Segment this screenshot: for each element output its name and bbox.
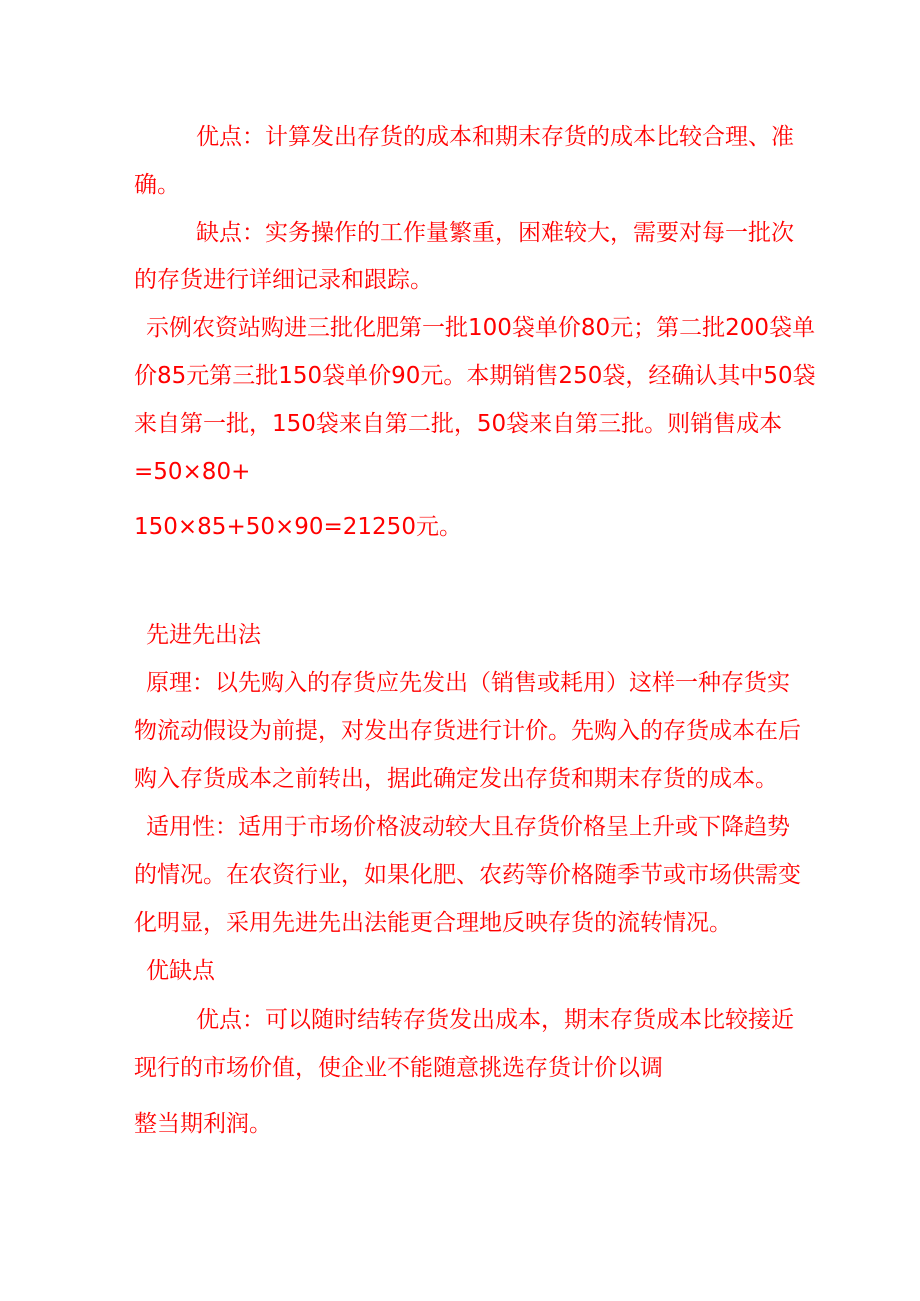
- paragraph-line: 优点：可以随时结转存货发出成本，期末存货成本比较接近: [196, 1007, 794, 1033]
- paragraph-line: 缺点：实务操作的工作量繁重，困难较大，需要对每一批次: [196, 220, 794, 246]
- paragraph-line: 现行的市场价值，使企业不能随意挑选存货计价以调: [134, 1055, 663, 1081]
- paragraph-line: 原理：以先购入的存货应先发出（销售或耗用）这样一种存货实: [146, 670, 790, 696]
- paragraph-line: 确。: [134, 172, 180, 198]
- example-line: 来自第一批，150袋来自第二批，50袋来自第三批。则销售成本: [134, 411, 783, 437]
- section-heading: 先进先出法: [146, 622, 261, 648]
- paragraph-line: 物流动假设为前提，对发出存货进行计价。先购入的存货成本在后: [134, 718, 801, 744]
- paragraph-line: 优点：计算发出存货的成本和期末存货的成本比较合理、准: [196, 124, 794, 150]
- formula-line: =50×80+: [134, 459, 251, 485]
- paragraph-line: 适用性：适用于市场价格波动较大且存货价格呈上升或下降趋势: [146, 814, 790, 840]
- section-heading: 优缺点: [146, 958, 215, 984]
- example-line: 示例农资站购进三批化肥第一批100袋单价80元；第二批200袋单: [146, 315, 816, 341]
- example-line: 价85元第三批150袋单价90元。本期销售250袋，经确认其中50袋: [134, 363, 816, 389]
- paragraph-line: 购入存货成本之前转出，据此确定发出存货和期末存货的成本。: [134, 766, 778, 792]
- formula-line: 150×85+50×90=21250元。: [134, 514, 462, 540]
- paragraph-line: 的情况。在农资行业，如果化肥、农药等价格随季节或市场供需变: [134, 862, 801, 888]
- paragraph-line: 的存货进行详细记录和跟踪。: [134, 267, 433, 293]
- paragraph-line: 化明显，采用先进先出法能更合理地反映存货的流转情况。: [134, 910, 732, 936]
- paragraph-line: 整当期利润。: [134, 1111, 272, 1137]
